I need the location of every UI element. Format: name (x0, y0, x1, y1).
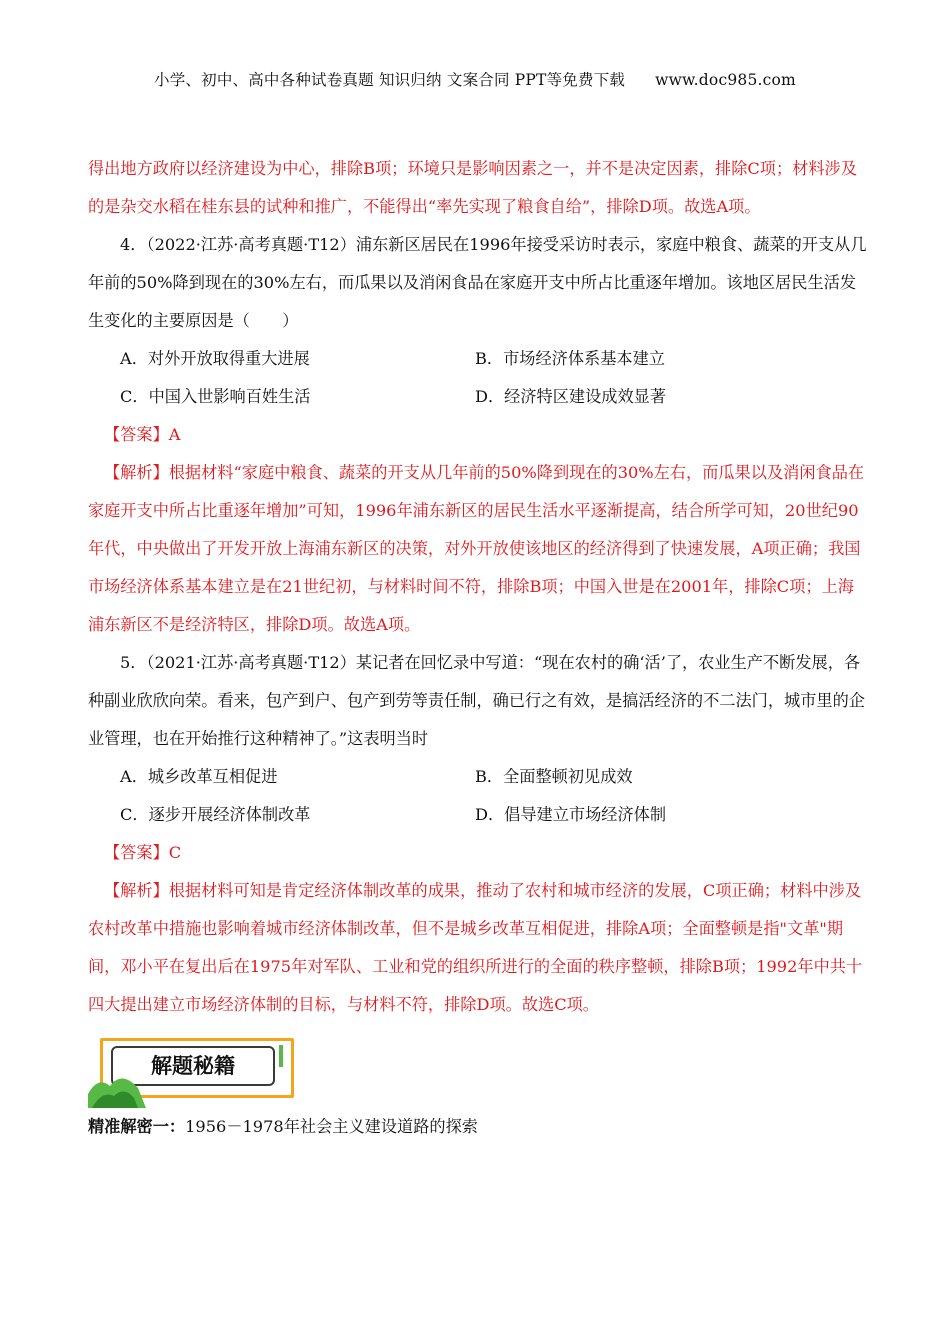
prev-analysis-continuation: 得出地方政府以经济建设为中心，排除B项；环境只是影响因素之一，并不是决定因素，排除C项；材料涉及的是杂交水稻在桂东县的试种和推广，不能得出“率先实现了粮食自给”，排除D项。故选A项。 (88, 159, 857, 216)
section-badge (88, 1038, 308, 1108)
q5-option-a: A．城乡改革互相促进 (120, 767, 278, 786)
header-text: 小学、初中、高中各种试卷真题 知识归纳 文案合同 PPT等免费下载 (154, 71, 626, 89)
q4-stem: 4．（2022·江苏·高考真题·T12）浦东新区居民在1996年接受采访时表示，家庭中粮食、蔬菜的开支从几年前的50%降到现在的30%左右，而瓜果以及消闲食品在家庭开支中所占比重逐年增加。该地区居民生活发生变化的主要原因是（ ） (88, 235, 867, 330)
q4-option-b: B．市场经济体系基本建立 (475, 349, 665, 368)
q5-stem: 5．（2021·江苏·高考真题·T12）某记者在回忆录中写道：“现在农村的确‘活’了，农业生产不断发展，各种副业欣欣向荣。看来，包产到户、包产到劳等责任制，确已行之有效，是搞活经济的不二法门，城市里的企业管理，也在开始推行这种精神了。”这表明当时 (88, 653, 865, 748)
q4-options (88, 340, 868, 416)
q5-options (88, 758, 868, 834)
q5-option-c: C．逐步开展经济体制改革 (120, 805, 311, 824)
secret-heading (88, 1108, 868, 1146)
q5-analysis: 【解析】根据材料可知是肯定经济体制改革的成果，推动了农村和城市经济的发展，C项正确；材料中涉及农村改革中措施也影响着城市经济体制改革，但不是城乡改革互相促进，排除A项；全面整顿是指"文革"期间，邓小平在复出后在1975年对军队、工业和党的组织所进行的全面的秩序整顿，排除B项；1992年中共十四大提出建立市场经济体制的目标，与材料不符，排除D项。故选C项。 (88, 881, 863, 1014)
badge-accent (279, 1045, 283, 1067)
q5-answer: 【答案】C (104, 843, 182, 862)
q5-option-d: D．倡导建立市场经济体制 (475, 805, 667, 824)
q4-answer: 【答案】A (104, 425, 181, 444)
q5-option-b: B．全面整顿初见成效 (475, 767, 633, 786)
q4-option-c: C．中国入世影响百姓生活 (120, 387, 311, 406)
hills-icon (88, 1064, 148, 1108)
secret-text: 1956－1978年社会主义建设道路的探索 (185, 1117, 478, 1136)
page-header (0, 68, 950, 90)
q4-option-d: D．经济特区建设成效显著 (475, 387, 667, 406)
secret-title: 精准解密一： (88, 1117, 186, 1136)
q4-option-a: A．对外开放取得重大进展 (120, 349, 310, 368)
badge-title: 解题秘籍 (111, 1046, 275, 1086)
header-url[interactable]: www.doc985.com (655, 71, 796, 89)
document-body (88, 150, 868, 1146)
q4-analysis: 【解析】根据材料“家庭中粮食、蔬菜的开支从几年前的50%降到现在的30%左右，而瓜果以及消闲食品在家庭开支中所占比重逐年增加”可知，1996年浦东新区的居民生活水平逐渐提高，结合所学可知，20世纪90年代，中央做出了开发开放上海浦东新区的决策，对外开放使该地区的经济得到了快速发展，A项正确；我国市场经济体系基本建立是在21世纪初，与材料时间不符，排除B项；中国入世是在2001年，排除C项；上海浦东新区不是经济特区，排除D项。故选A项。 (88, 463, 865, 634)
